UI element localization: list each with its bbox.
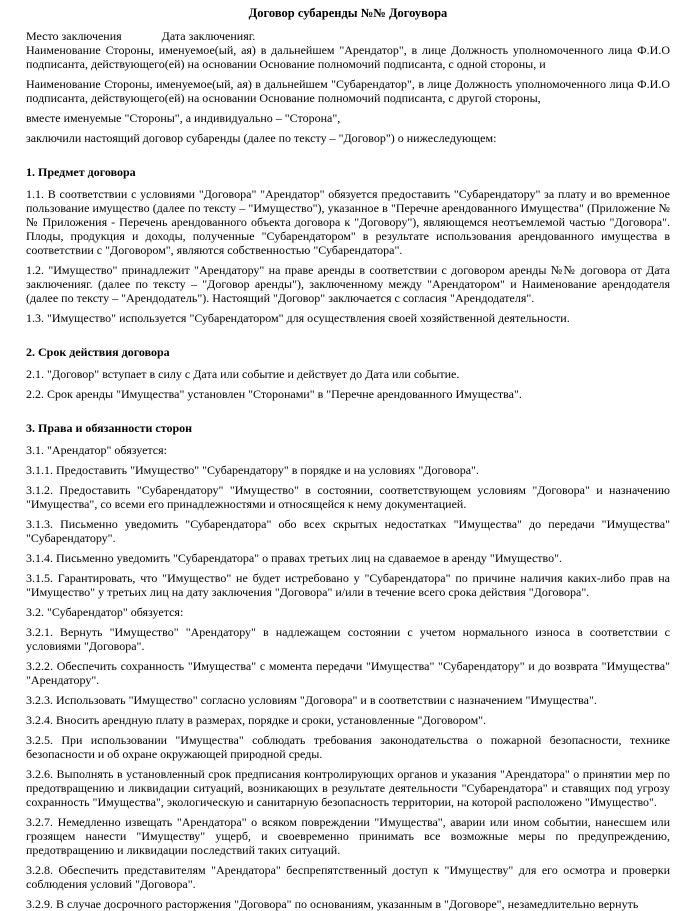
- clause-2-2: 2.2. Срок аренды "Имущества" установлен "Сторонами" в "Перечне арендованного Имущества".: [26, 387, 522, 401]
- clause-2-1: 2.1. "Договор" вступает в силу с Дата или событие и действует до Дата или событие.: [26, 367, 460, 381]
- clause-3-1-5: 3.1.5. Гарантировать, что "Имущество" не будет истребовано у "Субарендатора" по причине наличия каких-либо прав на "Имущество" у третьих лиц на дату заключения "Договора" и/или в течение всего срока действия "Договора".: [26, 571, 670, 599]
- clause-3-2-1: 3.2.1. Вернуть "Имущество" "Арендатору" в надлежащем состоянии с учетом нормального износа в соответствии с условиями "Договора".: [26, 625, 670, 653]
- clause-3-2-7: 3.2.7. Немедленно извещать "Арендатора" о всяком повреждении "Имущества", аварии или ином событии, нанесшем или грозящем нанести "Имуществу" ущерб, и своевременно принимать все возможные меры по предупреждению, предотвращению и ликвидации последствий таких ситуаций.: [26, 815, 670, 857]
- clause-1-2: 1.2. "Имущество" принадлежит "Арендатору" на праве аренды в соответствии с договором аренды №№ договора от Дата заключенияг. (далее по тексту – "Договор аренды"), заключенному между "Арендатором" и Наименование арендодателя (далее по тексту – "Арендодатель"). Настоящий "Договор" заключается с согласия "Арендодателя".: [26, 263, 670, 305]
- clause-3-2-5: 3.2.5. При использовании "Имущества" соблюдать требования законодательства о пожарной безопасности, технике безопасности и об охране окружающей природной среды.: [26, 733, 670, 761]
- clause-3-2-6: 3.2.6. Выполнять в установленный срок предписания контролирующих органов и указания "Арендатора" о принятии мер по предотвращению и ликвидации ситуаций, возникающих в результате деятельности "Субарендатора" и ставящих под угрозу сохранность "Имущества", экологическую и санитарную безопасность территории, на которой расположено "Имущество".: [26, 767, 670, 809]
- section-1-heading: 1. Предмет договора: [26, 165, 136, 179]
- clause-3-2: 3.2. "Субарендатор" обязуется:: [26, 605, 184, 619]
- place-of-signing-placeholder: Место заключения: [26, 29, 122, 43]
- meta-line: [26, 29, 670, 43]
- clause-1-1: 1.1. В соответствии с условиями "Договора" "Арендатор" обязуется предоставить "Субарендатору" за плату и во временное пользование имущество (далее по тексту – "Имущество"), указанное в "Перечне арендованного Имущества" (Приложение №№ Приложения - Перечень арендованного объекта договора к "Договору"), являющемся неотъемлемой частью "Договора". Плоды, продукция и доходы, полученные "Субарендатором" в результате использования арендованного имущества в соответствии с "Договором", являются собственностью "Субарендатора".: [26, 187, 670, 257]
- intro-paragraph-sublessee: Наименование Стороны, именуемое(ый, ая) в дальнейшем "Субарендатор", в лице Должность уполномоченного лица Ф.И.О подписанта, действующего(ей) на основании Основание полномочий подписанта, с другой стороны,: [26, 77, 670, 105]
- section-2-heading: 2. Срок действия договора: [26, 345, 170, 359]
- intro-paragraph-lessee: Наименование Стороны, именуемое(ый, ая) в дальнейшем "Арендатор", в лице Должность уполномоченного лица Ф.И.О подписанта, действующего(ей) на основании Основание полномочий подписанта, с одной стороны, и: [26, 43, 670, 71]
- clause-3-2-9: 3.2.9. В случае досрочного расторжения "Договора" по основаниям, указанным в "Договоре", незамедлительно вернуть: [26, 897, 639, 911]
- clause-1-3: 1.3. "Имущество" используется "Субарендатором" для осуществления своей хозяйственной деятельности.: [26, 311, 570, 325]
- clause-3-1-4: 3.1.4. Письменно уведомить "Субарендатора" о правах третьих лиц на сдаваемое в аренду "Имущество".: [26, 551, 563, 565]
- clause-3-1-1: 3.1.1. Предоставить "Имущество" "Субарендатору" в порядке и на условиях "Договора".: [26, 463, 479, 477]
- clause-3-1-3: 3.1.3. Письменно уведомить "Субарендатора" обо всех скрытых недостатках "Имущества" до передачи "Имущества" "Субарендатору".: [26, 517, 670, 545]
- intro-paragraph-conclusion: заключили настоящий договор субаренды (далее по тексту – "Договор") о нижеследующем:: [26, 131, 497, 145]
- section-3-heading: 3. Права и обязанности сторон: [26, 421, 193, 435]
- date-of-signing-placeholder: Дата заключенияг.: [161, 29, 256, 43]
- clause-3-2-2: 3.2.2. Обеспечить сохранность "Имущества" с момента передачи "Имущества" "Субарендатору" и до возврата "Имущества" "Арендатору".: [26, 659, 670, 687]
- clause-3-2-8: 3.2.8. Обеспечить представителям "Арендатора" беспрепятственный доступ к "Имуществу" для его осмотра и проверки соблюдения условий "Договора".: [26, 863, 670, 891]
- clause-3-2-4: 3.2.4. Вносить арендную плату в размерах, порядке и сроки, установленные "Договором".: [26, 713, 487, 727]
- clause-3-1: 3.1. "Арендатор" обязуется:: [26, 443, 167, 457]
- clause-3-1-2: 3.1.2. Предоставить "Субарендатору" "Имущество" в состоянии, соответствующем условиям "Договора" и назначению "Имущества", со всеми его принадлежностями и относящейся к нему документацией.: [26, 483, 670, 511]
- document-title: Договор субаренды №№ Догоувора: [248, 6, 448, 20]
- clause-3-2-3: 3.2.3. Использовать "Имущество" согласно условиям "Договора" и в соответствии с назначением "Имущества".: [26, 693, 597, 707]
- intro-paragraph-parties: вместе именуемые "Стороны", а индивидуально – "Сторона",: [26, 111, 341, 125]
